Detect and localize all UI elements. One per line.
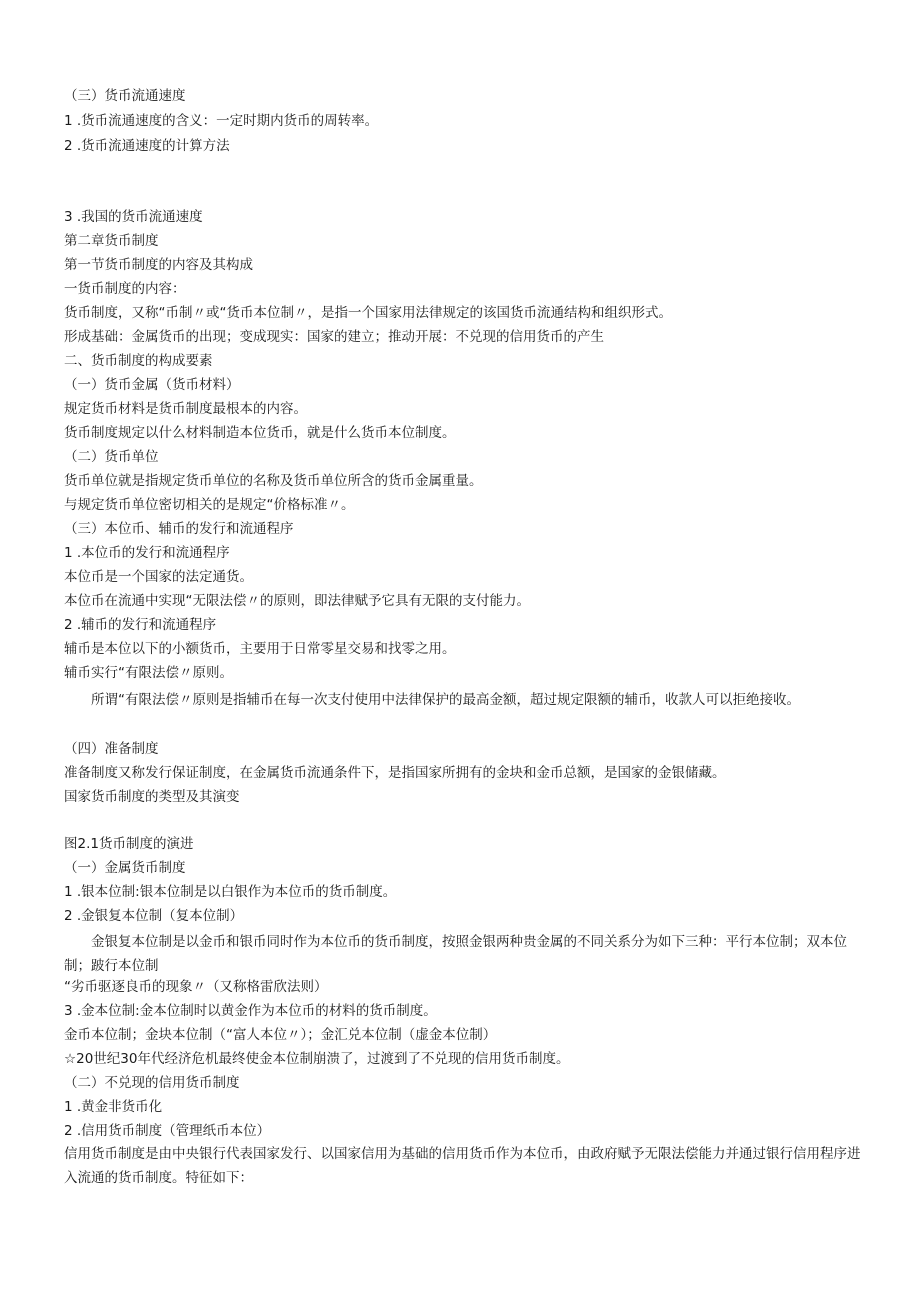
paragraph-gold-collapse: ☆20世纪30年代经济危机最终使金本位制崩溃了，过渡到了不兑现的信用货币制度。 xyxy=(64,1051,570,1067)
heading-money-velocity: （三）货币流通速度 xyxy=(64,88,186,104)
chapter-title: 第二章货币制度 xyxy=(64,233,159,249)
paragraph-price-standard: 与规定货币单位密切相关的是规定“价格标准〃。 xyxy=(64,497,355,513)
heading-system-content: 一货币制度的内容： xyxy=(64,281,186,297)
list-item-standard-coin: 1 .本位币的发行和流通程序 xyxy=(64,545,230,561)
paragraph-bimetallic-detail: 金银复本位制是以金币和银币同时作为本位币的货币制度，按照金银两种贵金属的不同关系分为如下三种：平行本位制；双本位制；跛行本位制 xyxy=(64,934,847,974)
paragraph-greshams-law: “劣币驱逐良币的现象〃（又称格雷欣法则） xyxy=(64,979,328,995)
paragraph-reserve-definition: 准备制度又称发行保证制度，在金属货币流通条件下，是指国家所拥有的金块和金币总额，是国家的金银储藏。 xyxy=(64,765,726,781)
paragraph-legal-tender: 本位币是一个国家的法定通货。 xyxy=(64,569,253,585)
paragraph-subsidiary-definition: 辅币是本位以下的小额货币，主要用于日常零星交易和找零之用。 xyxy=(64,641,456,657)
list-item-velocity-calculation: 2 .货币流通速度的计算方法 xyxy=(64,138,230,154)
section-title: 第一节货币制度的内容及其构成 xyxy=(64,257,253,273)
heading-reserve: （四）准备制度 xyxy=(64,741,159,757)
paragraph-gold-standard-types: 金币本位制；金块本位制（“富人本位〃）；金汇兑本位制（虚金本位制） xyxy=(64,1027,497,1043)
list-item-gold-standard: 3 .金本位制:金本位制时以黄金作为本位币的材料的货币制度。 xyxy=(64,1003,437,1019)
paragraph-definition: 货币制度，又称“币制〃或“货币本位制〃，是指一个国家用法律规定的该国货币流通结构和组织形式。 xyxy=(64,305,672,321)
paragraph-limited-tender: 辅币实行“有限法偿〃原则。 xyxy=(64,665,233,681)
heading-credit-system: （二）不兑现的信用货币制度 xyxy=(64,1075,240,1091)
paragraph-money-material: 规定货币材料是货币制度最根本的内容。 xyxy=(64,401,307,417)
list-item-demonetization: 1 .黄金非货币化 xyxy=(64,1099,163,1115)
list-item-china-velocity: 3 .我国的货币流通速度 xyxy=(64,209,203,225)
list-item-subsidiary-coin: 2 .辅币的发行和流通程序 xyxy=(64,617,217,633)
heading-elements: 二、货币制度的构成要素 xyxy=(64,353,213,369)
paragraph-credit-money-detail: 信用货币制度是由中央银行代表国家发行、以国家信用为基础的信用货币作为本位币，由政府赋予无限法偿能力并通过银行信用程序进入流通的货币制度。特征如下： xyxy=(64,1146,861,1186)
paragraph-unlimited-tender: 本位币在流通中实现“无限法偿〃的原则，即法律赋予它具有无限的支付能力。 xyxy=(64,593,530,609)
list-item-bimetallic: 2 .金银复本位制（复本位制） xyxy=(64,908,244,924)
figure-caption: 图2.1货币制度的演进 xyxy=(64,836,194,852)
list-item-silver-standard: 1 .银本位制:银本位制是以白银作为本位币的货币制度。 xyxy=(64,884,397,900)
heading-money-unit: （二）货币单位 xyxy=(64,449,159,465)
paragraph-standard-material: 货币制度规定以什么材料制造本位货币，就是什么货币本位制度。 xyxy=(64,425,456,441)
paragraph-limited-tender-detail: 所谓“有限法偿〃原则是指辅币在每一次支付使用中法律保护的最高金额，超过规定限额的辅币，收款人可以拒绝接收。 xyxy=(91,692,800,708)
list-item-velocity-meaning: 1 .货币流通速度的含义：一定时期内货币的周转率。 xyxy=(64,113,379,129)
heading-metal-system: （一）金属货币制度 xyxy=(64,860,186,876)
paragraph-unit-definition: 货币单位就是指规定货币单位的名称及货币单位所含的货币金属重量。 xyxy=(64,473,483,489)
heading-money-metal: （一）货币金属（货币材料） xyxy=(64,377,240,393)
heading-system-types: 国家货币制度的类型及其演变 xyxy=(64,789,240,805)
heading-issuance: （三）本位币、辅币的发行和流通程序 xyxy=(64,521,294,537)
paragraph-formation: 形成基础：金属货币的出现；变成现实：国家的建立；推动开展：不兑现的信用货币的产生 xyxy=(64,329,604,345)
list-item-credit-money: 2 .信用货币制度（管理纸币本位） xyxy=(64,1123,271,1139)
